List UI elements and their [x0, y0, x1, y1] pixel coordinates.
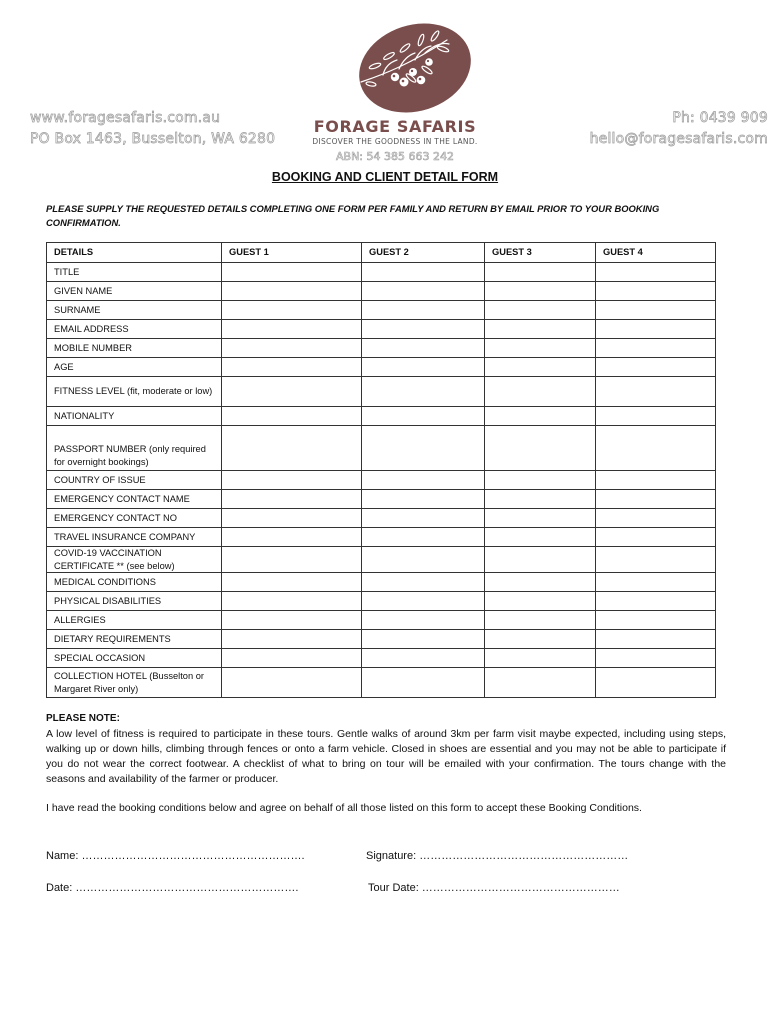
table-row [47, 471, 716, 490]
guest-2-field[interactable] [362, 649, 485, 668]
header-contact-right [590, 108, 768, 150]
guest-3-field[interactable] [485, 320, 596, 339]
guest-2-field[interactable] [362, 282, 485, 301]
guest-1-field[interactable] [222, 263, 362, 282]
guest-3-field[interactable] [485, 573, 596, 592]
email-address: hello@foragesafaris.com [589, 131, 768, 147]
row-label: DIETARY REQUIREMENTS [47, 630, 222, 649]
guest-4-field[interactable] [596, 490, 716, 509]
guest-2-field[interactable] [362, 509, 485, 528]
guest-1-field[interactable] [222, 282, 362, 301]
row-label: MOBILE NUMBER [47, 339, 222, 358]
guest-3-field[interactable] [485, 358, 596, 377]
form-instructions: PLEASE SUPPLY THE REQUESTED DETAILS COMPLETING ONE FORM PER FAMILY AND RETURN BY EMAIL PRIOR TO YOUR BOOKING CONFIRMATION. [46, 203, 660, 228]
guest-4-field[interactable] [596, 649, 716, 668]
guest-1-field[interactable] [222, 490, 362, 509]
row-label: ALLERGIES [47, 611, 222, 630]
guest-4-field[interactable] [596, 668, 716, 698]
guest-1-field[interactable] [222, 320, 362, 339]
guest-4-field[interactable] [596, 509, 716, 528]
row-label: MEDICAL CONDITIONS [47, 573, 222, 592]
note-heading: PLEASE NOTE: [46, 713, 120, 724]
header-contact-left [30, 108, 275, 150]
guest-3-field[interactable] [485, 668, 596, 698]
guest-1-field[interactable] [222, 668, 362, 698]
guest-2-field[interactable] [362, 547, 485, 573]
guest-4-field[interactable] [596, 471, 716, 490]
row-label: COLLECTION HOTEL (Busselton or Margaret River only) [47, 668, 222, 698]
form-title: BOOKING AND CLIENT DETAIL FORM [271, 170, 499, 184]
guest-4-field[interactable] [596, 573, 716, 592]
row-label: TITLE [47, 263, 222, 282]
guest-2-field[interactable] [362, 668, 485, 698]
table-row [47, 528, 716, 547]
client-details-table [46, 242, 716, 698]
column-header: GUEST 4 [596, 243, 716, 263]
table-row [47, 668, 716, 698]
guest-4-field[interactable] [596, 407, 716, 426]
guest-2-field[interactable] [362, 320, 485, 339]
table-row [47, 377, 716, 407]
guest-4-field[interactable] [596, 630, 716, 649]
table-header-row [47, 243, 716, 263]
guest-4-field[interactable] [596, 547, 716, 573]
guest-1-field[interactable] [222, 649, 362, 668]
table-row [47, 509, 716, 528]
brand-tagline: DISCOVER THE GOODNESS IN THE LAND. [312, 137, 478, 146]
table-row [47, 339, 716, 358]
guest-1-field[interactable] [222, 509, 362, 528]
guest-1-field[interactable] [222, 426, 362, 471]
guest-4-field[interactable] [596, 358, 716, 377]
guest-1-field[interactable] [222, 471, 362, 490]
table-row [47, 263, 716, 282]
guest-3-field[interactable] [485, 630, 596, 649]
forage-safaris-logo-icon [355, 22, 475, 114]
column-header: GUEST 1 [222, 243, 362, 263]
table-row [47, 426, 716, 471]
row-label: TRAVEL INSURANCE COMPANY [47, 528, 222, 547]
row-label: SURNAME [47, 301, 222, 320]
table-row [47, 301, 716, 320]
phone-number: Ph: 0439 909 [672, 110, 768, 126]
row-label: PASSPORT NUMBER (only required for overnight bookings) [47, 426, 222, 471]
abn-number: ABN: 54 385 663 242 [336, 150, 454, 163]
guest-1-field[interactable] [222, 407, 362, 426]
guest-3-field[interactable] [485, 263, 596, 282]
guest-1-field[interactable] [222, 611, 362, 630]
column-header: DETAILS [47, 243, 222, 263]
table-row [47, 547, 716, 573]
row-label: EMERGENCY CONTACT NO [47, 509, 222, 528]
row-label: GIVEN NAME [47, 282, 222, 301]
guest-1-field[interactable] [222, 547, 362, 573]
row-label: AGE [47, 358, 222, 377]
guest-2-field[interactable] [362, 630, 485, 649]
signature-line[interactable]: Signature: ………………………………………………… [366, 850, 629, 862]
guest-1-field[interactable] [222, 339, 362, 358]
guest-1-field[interactable] [222, 630, 362, 649]
guest-3-field[interactable] [485, 301, 596, 320]
name-line[interactable]: Name: ……………………………………………………. [46, 850, 305, 862]
guest-3-field[interactable] [485, 407, 596, 426]
table-row [47, 630, 716, 649]
guest-1-field[interactable] [222, 573, 362, 592]
guest-3-field[interactable] [485, 471, 596, 490]
guest-2-field[interactable] [362, 339, 485, 358]
brand-name: FORAGE SAFARIS [313, 117, 477, 136]
guest-4-field[interactable] [596, 528, 716, 547]
date-line[interactable]: Date: ……………………………………………………. [46, 882, 299, 894]
guest-4-field[interactable] [596, 611, 716, 630]
table-row [47, 407, 716, 426]
guest-4-field[interactable] [596, 592, 716, 611]
guest-2-field[interactable] [362, 611, 485, 630]
guest-1-field[interactable] [222, 358, 362, 377]
table-row [47, 490, 716, 509]
guest-2-field[interactable] [362, 263, 485, 282]
agreement-statement: I have read the booking conditions below and agree on behalf of all those listed on this form to accept these Booking Conditions. [46, 802, 642, 814]
guest-3-field[interactable] [485, 547, 596, 573]
guest-3-field[interactable] [485, 592, 596, 611]
guest-3-field[interactable] [485, 611, 596, 630]
guest-3-field[interactable] [485, 528, 596, 547]
table-row [47, 592, 716, 611]
guest-4-field[interactable] [596, 263, 716, 282]
guest-1-field[interactable] [222, 301, 362, 320]
row-label: NATIONALITY [47, 407, 222, 426]
row-label: EMERGENCY CONTACT NAME [47, 490, 222, 509]
guest-2-field[interactable] [362, 358, 485, 377]
guest-3-field[interactable] [485, 339, 596, 358]
column-header: GUEST 2 [362, 243, 485, 263]
guest-4-field[interactable] [596, 377, 716, 407]
guest-1-field[interactable] [222, 528, 362, 547]
column-header: GUEST 3 [485, 243, 596, 263]
table-row [47, 358, 716, 377]
guest-4-field[interactable] [596, 282, 716, 301]
guest-2-field[interactable] [362, 301, 485, 320]
guest-2-field[interactable] [362, 407, 485, 426]
row-label: SPECIAL OCCASION [47, 649, 222, 668]
guest-3-field[interactable] [485, 509, 596, 528]
note-body: A low level of fitness is required to participate in these tours. Gentle walks of around 3km per farm visit maybe expected, including using steps, walking up or down hills, climbing through fences or onto a farm vehicle. Closed in shoes are essential and you may not be able to participate if you do not wear the correct footwear. A checklist of what to bring on tour will be emailed with your confirmation. The tours change with the seasons and availability of the farmer or producer. [46, 728, 726, 785]
guest-4-field[interactable] [596, 320, 716, 339]
row-label: COUNTRY OF ISSUE [47, 471, 222, 490]
row-label: COVID-19 VACCINATION CERTIFICATE ** (see below) [47, 547, 222, 573]
table-row [47, 320, 716, 339]
guest-2-field[interactable] [362, 490, 485, 509]
guest-4-field[interactable] [596, 301, 716, 320]
row-label: PHYSICAL DISABILITIES [47, 592, 222, 611]
postal-address: PO Box 1463, Busselton, WA 6280 [30, 131, 276, 147]
table-row [47, 573, 716, 592]
guest-2-field[interactable] [362, 471, 485, 490]
guest-4-field[interactable] [596, 426, 716, 471]
table-row [47, 611, 716, 630]
guest-3-field[interactable] [485, 490, 596, 509]
guest-1-field[interactable] [222, 592, 362, 611]
row-label: EMAIL ADDRESS [47, 320, 222, 339]
guest-2-field[interactable] [362, 592, 485, 611]
row-label: FITNESS LEVEL (fit, moderate or low) [47, 377, 222, 407]
guest-4-field[interactable] [596, 339, 716, 358]
guest-3-field[interactable] [485, 282, 596, 301]
website-text: www.foragesafaris.com.au [30, 110, 221, 126]
guest-2-field[interactable] [362, 528, 485, 547]
guest-2-field[interactable] [362, 377, 485, 407]
guest-1-field[interactable] [222, 377, 362, 407]
guest-3-field[interactable] [485, 426, 596, 471]
tour-date-line[interactable]: Tour Date: ……………………………………………… [368, 882, 620, 894]
guest-3-field[interactable] [485, 377, 596, 407]
table-row [47, 282, 716, 301]
guest-2-field[interactable] [362, 573, 485, 592]
table-row [47, 649, 716, 668]
guest-3-field[interactable] [485, 649, 596, 668]
guest-2-field[interactable] [362, 426, 485, 471]
